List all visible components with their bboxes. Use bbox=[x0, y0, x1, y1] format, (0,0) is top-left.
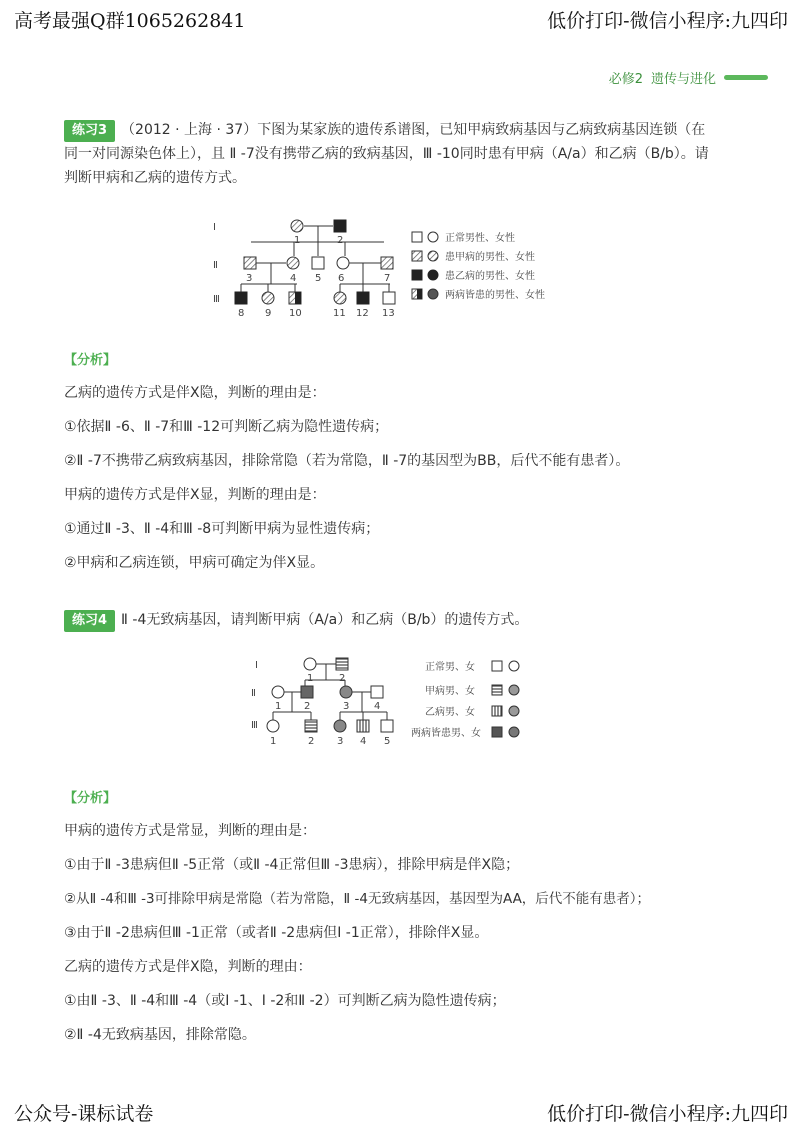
ex4-analysis-line-4: ③由于Ⅱ -2患病但Ⅲ -1正常（或者Ⅱ -2患病但Ⅰ -1正常），排除伴X显。 bbox=[64, 925, 489, 941]
ex3-question bbox=[64, 118, 760, 190]
pedigree-chart-1 bbox=[205, 212, 575, 324]
p2-label-II-2: 2 bbox=[304, 701, 311, 712]
label-II-6: 6 bbox=[338, 273, 345, 284]
ex3-q-line2: 同一对同源染色体上），且 Ⅱ -7没有携带乙病的致病基因，Ⅲ -10同时患有甲病（A/a）和乙病（B/b）。请 bbox=[64, 146, 709, 162]
ex4-analysis-line-6: ①由Ⅱ -3、Ⅱ -4和Ⅲ -4（或Ⅰ -1、Ⅰ -2和Ⅱ -2）可判断乙病为隐性遗传病； bbox=[64, 993, 506, 1009]
ex4-analysis-line-7: ②Ⅱ -4无致病基因，排除常隐。 bbox=[64, 1027, 256, 1043]
ex3-I-1-affected-a-female bbox=[291, 220, 303, 232]
ex3-III-10-fill-a bbox=[289, 292, 295, 304]
page-header bbox=[609, 68, 768, 87]
watermark-top-right: 低价打印-微信小程序:九四印 bbox=[547, 10, 788, 32]
ex4-legend bbox=[411, 660, 519, 739]
ex3-analysis-line-3: ②Ⅱ -7不携带乙病致病基因，排除常隐（若为常隐，Ⅱ -7的基因型为BB，后代不能有患者）。 bbox=[64, 453, 630, 469]
ex4-question bbox=[64, 608, 760, 632]
legend-normal: 正常男性、女性 bbox=[445, 233, 515, 244]
ex3-II-4-affected-a-female bbox=[287, 257, 299, 269]
label-II-4: 4 bbox=[290, 273, 297, 284]
ex3-analysis-line-4: 甲病的遗传方式是伴X显，判断的理由是： bbox=[64, 487, 326, 503]
p2-gen-label-1: Ⅰ bbox=[255, 660, 258, 671]
legend-disease-b: 患乙病的男性、女性 bbox=[445, 271, 535, 282]
p2-legend-both: 两病皆患男、女 bbox=[411, 728, 481, 739]
ex4-analysis bbox=[64, 784, 760, 1052]
ex4-II-3-both-female bbox=[340, 686, 352, 698]
p2-label-II-4: 4 bbox=[374, 701, 381, 712]
ex3-II-7-affected-a-male bbox=[381, 257, 393, 269]
p2-legend-normal: 正常男、女 bbox=[425, 662, 475, 673]
watermark-bottom-right: 低价打印-微信小程序:九四印 bbox=[547, 1103, 788, 1125]
label-I-1: 1 bbox=[294, 235, 301, 246]
ex4-analysis-label: 【分析】 bbox=[64, 791, 117, 806]
ex4-III-2-affected-a-male bbox=[305, 720, 317, 732]
ex3-III-8-affected-b-male bbox=[235, 292, 247, 304]
ex3-tag: 练习3 bbox=[64, 120, 115, 142]
ex3-III-13-normal-male bbox=[383, 292, 395, 304]
ex4-III-3-affected-a-female bbox=[334, 720, 346, 732]
chapter-label: 遗传与进化 bbox=[650, 72, 716, 87]
ex4-I-1-normal-female bbox=[304, 658, 316, 670]
ex3-III-10-fill-b bbox=[295, 292, 301, 304]
legend-both: 两病皆患的男性、女性 bbox=[445, 290, 545, 301]
ex3-q-line3: 判断甲病和乙病的遗传方式。 bbox=[64, 170, 246, 186]
ex4-III-4-affected-b-male bbox=[357, 720, 369, 732]
exercise-4 bbox=[64, 608, 760, 632]
p2-label-III-2: 2 bbox=[308, 736, 315, 747]
exercise-3 bbox=[64, 118, 760, 190]
ex3-III-9-affected-a-female bbox=[262, 292, 274, 304]
ex4-II-2-both-male bbox=[301, 686, 313, 698]
label-I-2: 2 bbox=[337, 235, 344, 246]
ex3-analysis-line-5: ①通过Ⅱ -3、Ⅱ -4和Ⅲ -8可判断甲病为显性遗传病； bbox=[64, 521, 380, 537]
p2-label-II-3: 3 bbox=[343, 701, 350, 712]
label-III-11: 11 bbox=[333, 308, 346, 319]
ex3-III-11-affected-a-female bbox=[334, 292, 346, 304]
legend-disease-a: 患甲病的男性、女性 bbox=[445, 252, 535, 263]
p2-label-III-1: 1 bbox=[270, 736, 277, 747]
label-II-3: 3 bbox=[246, 273, 253, 284]
ex3-I-2-affected-b-male bbox=[334, 220, 346, 232]
ex3-analysis-label: 【分析】 bbox=[64, 353, 117, 368]
watermark-top-left: 高考最强Q群1065262841 bbox=[14, 10, 246, 32]
book-label: 必修2 bbox=[608, 72, 643, 87]
ex3-analysis bbox=[64, 346, 760, 580]
watermark-bottom-left: 公众号-课标试卷 bbox=[14, 1103, 154, 1125]
header-accent-bar bbox=[724, 75, 768, 80]
ex4-q-text: Ⅱ -4无致病基因，请判断甲病（A/a）和乙病（B/b）的遗传方式。 bbox=[121, 612, 529, 628]
label-III-13: 13 bbox=[382, 308, 395, 319]
ex3-II-3-affected-a-male bbox=[244, 257, 256, 269]
ex3-II-6-normal-female bbox=[337, 257, 349, 269]
ex4-analysis-line-5: 乙病的遗传方式是伴X隐，判断的理由： bbox=[64, 959, 312, 975]
p2-gen-label-2: Ⅱ bbox=[251, 688, 256, 699]
ex4-analysis-line-1: 甲病的遗传方式是常显，判断的理由是： bbox=[64, 823, 316, 839]
ex3-q-line1: （2012 · 上海 · 37）下图为某家族的遗传系谱图，已知甲病致病基因与乙病致病基因连锁（在 bbox=[121, 122, 706, 138]
pedigree-chart-2 bbox=[245, 652, 535, 754]
ex4-analysis-line-3: ②从Ⅱ -4和Ⅲ -3可排除甲病是常隐（若为常隐，Ⅱ -4无致病基因，基因型为AA，后代不能有患者）； bbox=[64, 891, 651, 907]
ex3-analysis-line-1: 乙病的遗传方式是伴X隐，判断的理由是： bbox=[64, 385, 326, 401]
ex4-III-5-normal-male bbox=[381, 720, 393, 732]
p2-label-III-4: 4 bbox=[360, 736, 367, 747]
ex4-II-1-normal-female bbox=[272, 686, 284, 698]
p2-gen-label-3: Ⅲ bbox=[251, 720, 258, 731]
p2-label-III-3: 3 bbox=[337, 736, 344, 747]
ex4-II-4-normal-male bbox=[371, 686, 383, 698]
ex3-II-5-normal-male bbox=[312, 257, 324, 269]
p2-label-I-2: 2 bbox=[339, 673, 346, 684]
gen-label-2: Ⅱ bbox=[213, 260, 218, 271]
p2-label-III-5: 5 bbox=[384, 736, 391, 747]
label-III-8: 8 bbox=[238, 308, 245, 319]
p2-label-I-1: 1 bbox=[307, 673, 314, 684]
label-II-5: 5 bbox=[315, 273, 322, 284]
ex3-legend bbox=[412, 231, 545, 301]
p2-legend-b: 乙病男、女 bbox=[425, 707, 475, 718]
ex3-III-12-affected-b-male bbox=[357, 292, 369, 304]
gen-label-3: Ⅲ bbox=[213, 294, 220, 305]
label-III-12: 12 bbox=[356, 308, 369, 319]
ex3-analysis-line-6: ②甲病和乙病连锁，甲病可确定为伴X显。 bbox=[64, 555, 325, 571]
ex3-analysis-line-2: ①依据Ⅱ -6、Ⅱ -7和Ⅲ -12可判断乙病为隐性遗传病； bbox=[64, 419, 389, 435]
p2-label-II-1: 1 bbox=[275, 701, 282, 712]
ex4-analysis-line-2: ①由于Ⅱ -3患病但Ⅱ -5正常（或Ⅱ -4正常但Ⅲ -3患病），排除甲病是伴X隐； bbox=[64, 857, 520, 873]
p2-legend-a: 甲病男、女 bbox=[425, 686, 475, 697]
label-III-10: 10 bbox=[289, 308, 302, 319]
ex4-III-1-normal-female bbox=[267, 720, 279, 732]
label-II-7: 7 bbox=[384, 273, 391, 284]
label-III-9: 9 bbox=[265, 308, 272, 319]
ex4-tag: 练习4 bbox=[64, 610, 115, 632]
gen-label-1: Ⅰ bbox=[213, 222, 216, 233]
ex4-I-2-affected-a-male bbox=[336, 658, 348, 670]
